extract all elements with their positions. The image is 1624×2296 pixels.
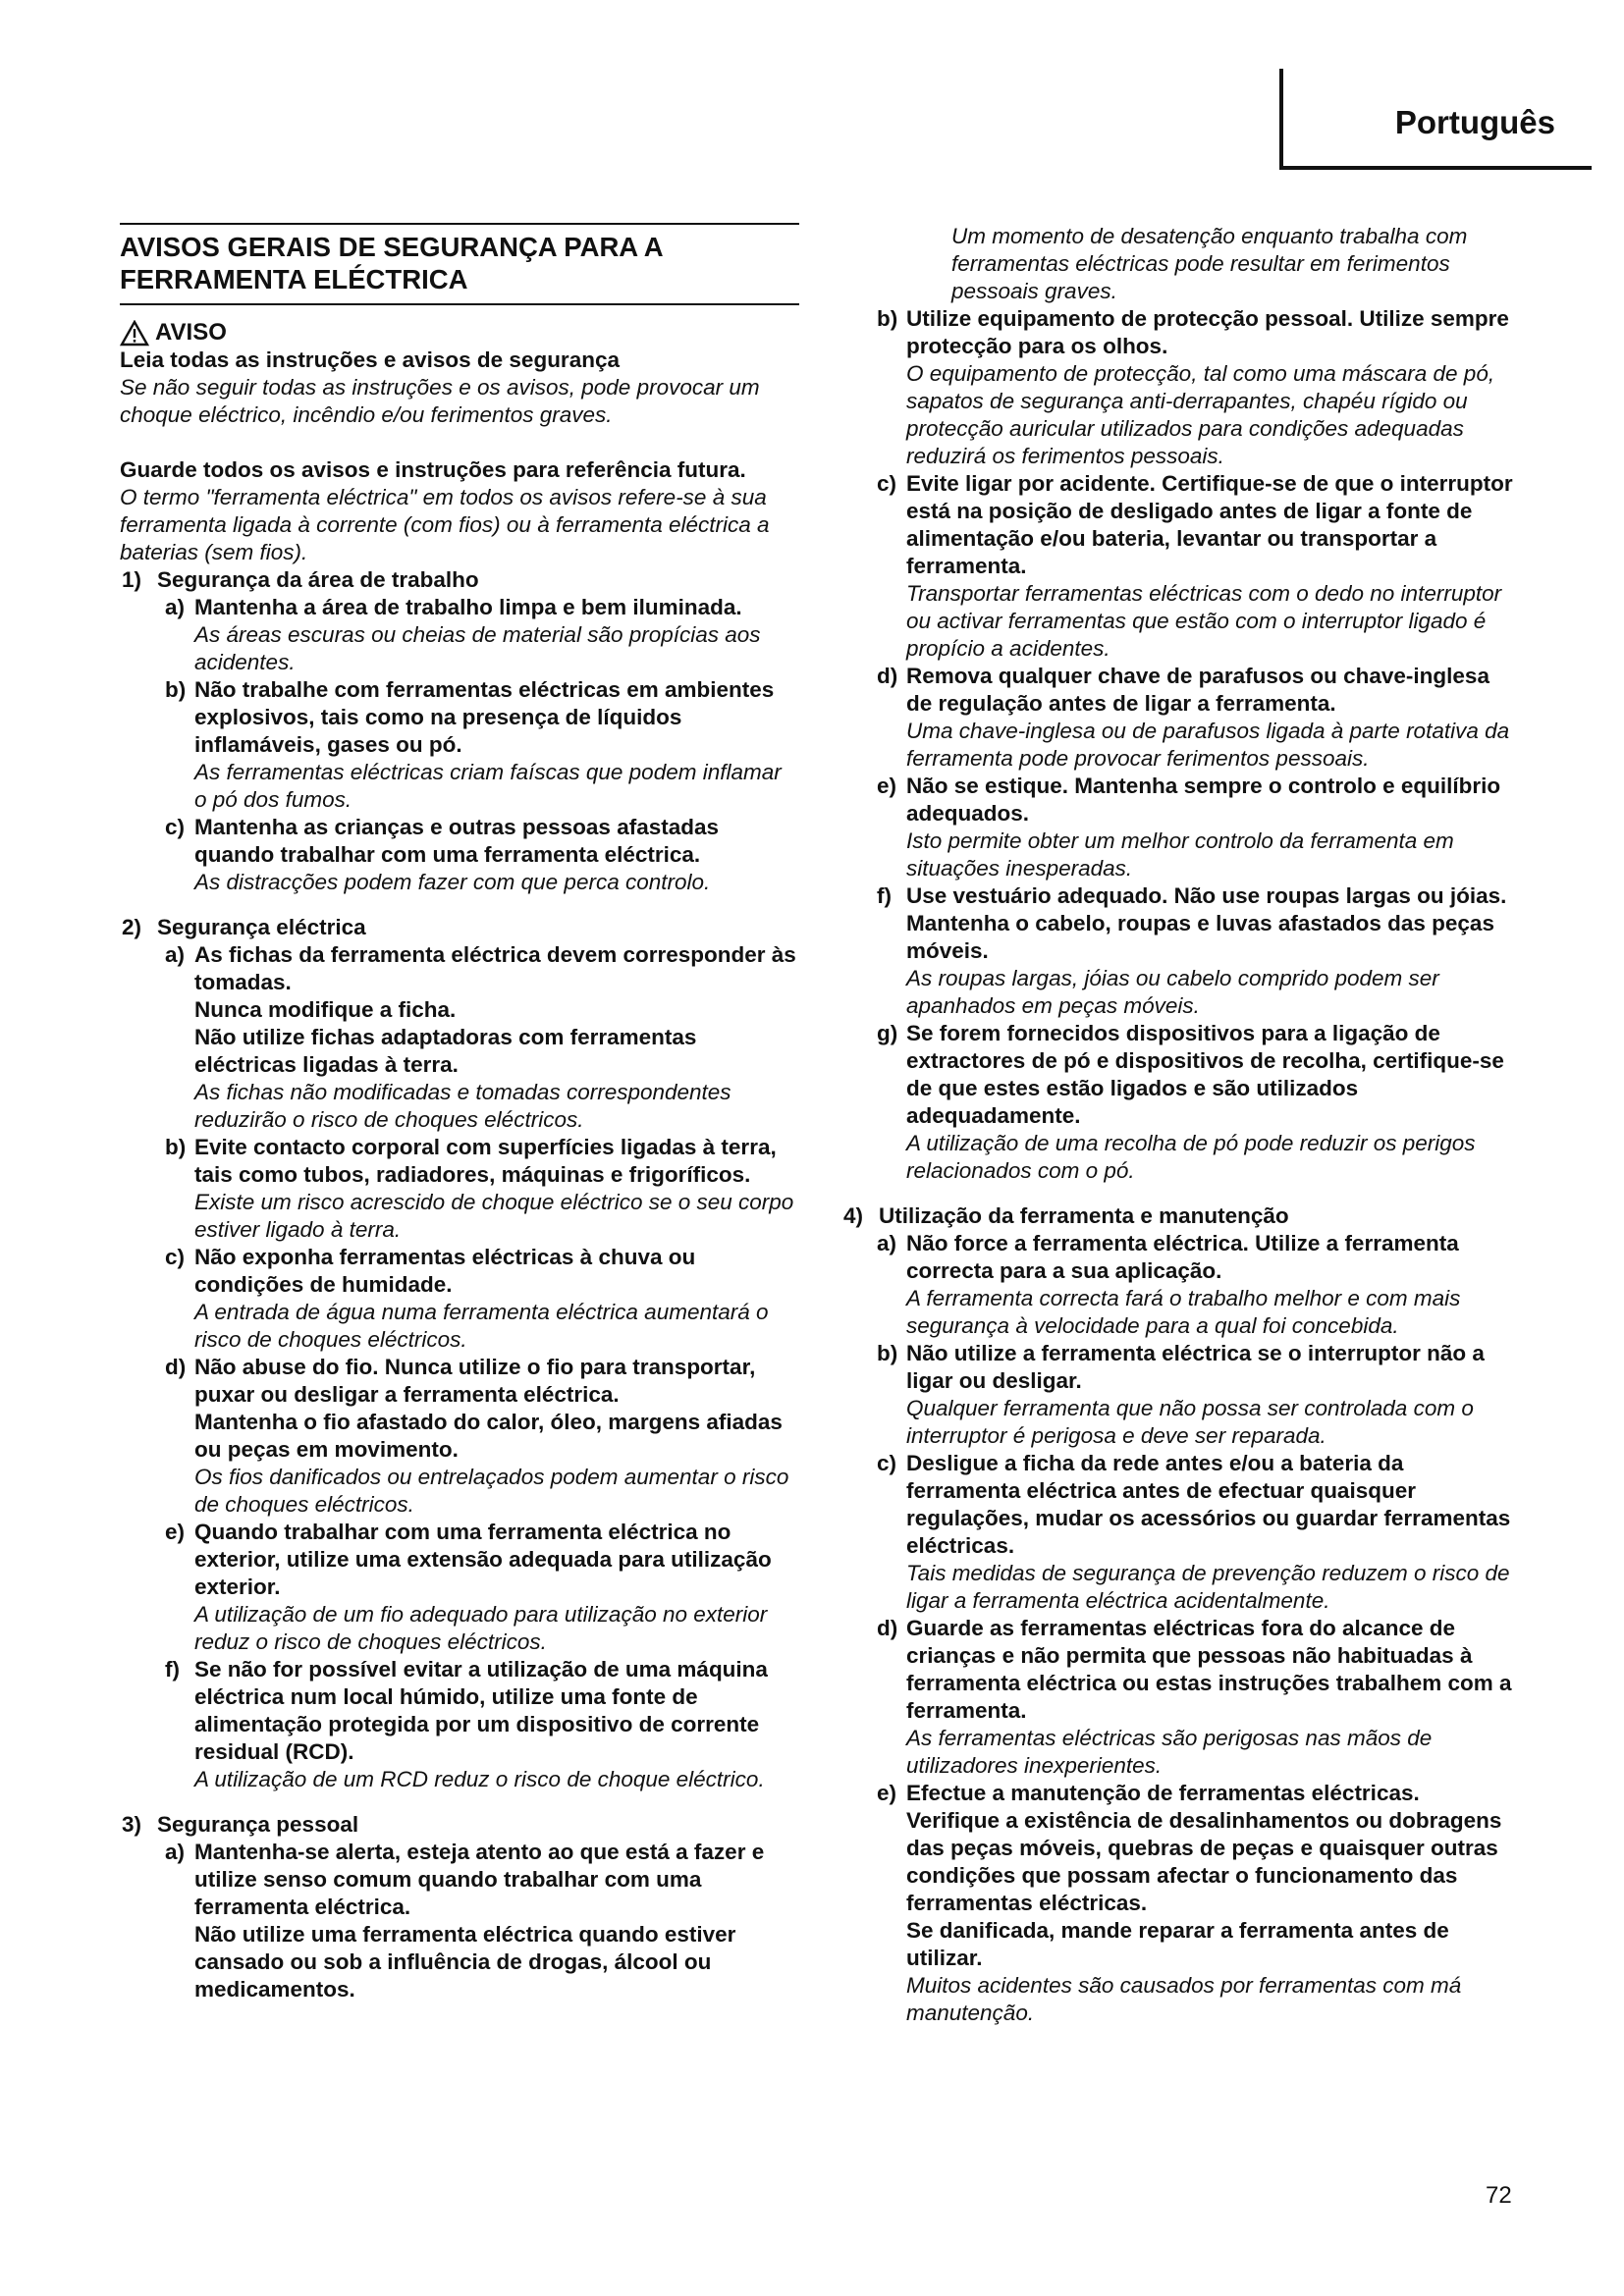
item-explanation: O equipamento de protecção, tal como uma máscara de pó, sapatos de segurança anti-derrapantes, chapéu rígido ou protecção auricular utilizados para condições adequadas reduzirá os ferimentos pessoais.: [906, 361, 1495, 468]
item-instruction: Remova qualquer chave de parafusos ou chave-inglesa de regulação antes de ligar a ferramenta.: [906, 664, 1489, 716]
item-body: [906, 1230, 1515, 1340]
item-body: [906, 1780, 1515, 2027]
item-instruction: Não trabalhe com ferramentas eléctricas em ambientes explosivos, tais como na presença de líquidos inflamáveis, gases ou pó.: [194, 677, 775, 757]
item-instruction: Se danificada, mande reparar a ferramenta antes de utilizar.: [906, 1918, 1449, 1970]
item-instruction: Verifique a existência de desalinhamentos ou dobragens das peças móveis, quebras de peças e quaisquer outras condições que possam afectar o funcionamento das ferramentas eléctricas.: [906, 1808, 1502, 1915]
list-item: [877, 1230, 1515, 1340]
item-body: [906, 882, 1515, 1020]
item-label: c): [877, 1451, 897, 1475]
list-item: [165, 1244, 799, 1354]
item-instruction: Mantenha-se alerta, esteja atento ao que está a fazer e utilize senso comum quando trabalhar com uma ferramenta eléctrica.: [194, 1840, 765, 1919]
keep-instructions: Guarde todos os avisos e instruções para referência futura.: [120, 457, 746, 482]
item-instruction: Não utilize a ferramenta eléctrica se o interruptor não a ligar ou desligar.: [906, 1341, 1485, 1393]
item-instruction: Guarde as ferramentas eléctricas fora do alcance de crianças e não permita que pessoas não habituadas à ferramenta eléctrica ou estas instruções trabalhem com a ferramenta.: [906, 1616, 1512, 1723]
list-item: [165, 1839, 799, 2003]
item-body: [194, 814, 799, 896]
item-body: [906, 1615, 1515, 1780]
item-instruction: Use vestuário adequado. Não use roupas largas ou jóias. Mantenha o cabelo, roupas e luvas afastados das peças móveis.: [906, 883, 1507, 963]
item-body: [194, 1656, 799, 1793]
item-explanation: Muitos acidentes são causados por ferramentas com má manutenção.: [906, 1973, 1462, 2025]
list-item: [165, 1354, 799, 1519]
section-title: Utilização da ferramenta e manutenção: [879, 1203, 1289, 1228]
item-instruction: Não utilize uma ferramenta eléctrica quando estiver cansado ou sob a influência de drogas, álcool ou medicamentos.: [194, 1922, 736, 2002]
item-explanation: Os fios danificados ou entrelaçados podem aumentar o risco de choques eléctricos.: [194, 1465, 789, 1517]
warning-label: AVISO: [155, 319, 227, 346]
left-sections: [120, 566, 799, 2003]
list-item: [165, 814, 799, 896]
item-instruction: Mantenha a área de trabalho limpa e bem iluminada.: [194, 595, 742, 619]
item-explanation: Qualquer ferramenta que não possa ser controlada com o interruptor é perigosa e deve ser reparada.: [906, 1396, 1474, 1448]
language-label: Português: [1394, 104, 1555, 140]
item-body: [194, 594, 799, 676]
item-body: [906, 305, 1515, 470]
item-body: [951, 223, 1515, 305]
definition-text: O termo "ferramenta eléctrica" em todos os avisos refere-se à sua ferramenta ligada à corrente (com fios) ou à ferramenta eléctrica a baterias (sem fios).: [120, 485, 770, 564]
title-rule-bottom: [120, 303, 799, 305]
page-number: 72: [1486, 2182, 1512, 2209]
item-label: b): [165, 1135, 187, 1159]
right-sections: [843, 223, 1515, 2027]
item-instruction: Não force a ferramenta eléctrica. Utilize a ferramenta correcta para a sua aplicação.: [906, 1231, 1459, 1283]
section-title: Segurança eléctrica: [157, 915, 366, 939]
item-explanation: Existe um risco acrescido de choque eléctrico se o seu corpo estiver ligado à terra.: [194, 1190, 794, 1242]
item-instruction: Mantenha as crianças e outras pessoas afastadas quando trabalhar com uma ferramenta eléctrica.: [194, 815, 720, 867]
item-explanation: A entrada de água numa ferramenta eléctrica aumentará o risco de choques eléctricos.: [194, 1300, 769, 1352]
list-item: [877, 663, 1515, 773]
list-item: [165, 676, 799, 814]
warning-text: Se não seguir todas as instruções e os avisos, pode provocar um choque eléctrico, incêndio e/ou ferimentos graves.: [120, 375, 760, 427]
item-body: [194, 1839, 799, 2003]
item-instruction: Não utilize fichas adaptadoras com ferramentas eléctricas ligadas à terra.: [194, 1025, 697, 1077]
item-label: e): [877, 774, 897, 798]
item-body: [194, 1519, 799, 1656]
item-body: [194, 941, 799, 1134]
list-item: [877, 773, 1515, 882]
item-label: d): [165, 1355, 187, 1379]
spacer: [120, 896, 799, 914]
list-item-continued: [922, 223, 1515, 305]
item-label: e): [165, 1520, 186, 1544]
item-instruction: Evite ligar por acidente. Certifique-se de que o interruptor está na posição de desligado antes de ligar a fonte de alimentação e/ou bateria, levantar ou transportar a ferramenta.: [906, 471, 1513, 578]
item-label: b): [877, 306, 898, 331]
section-heading: [122, 1811, 799, 1839]
item-label: e): [877, 1781, 897, 1805]
section-title: Segurança da área de trabalho: [157, 567, 479, 592]
item-label: c): [877, 471, 897, 496]
item-label: g): [877, 1021, 898, 1045]
item-instruction: Se forem fornecidos dispositivos para a ligação de extractores de pó e dispositivos de recolha, certifique-se de que estes estão ligados e são utilizados adequadamente.: [906, 1021, 1504, 1128]
warning-heading: [120, 319, 799, 347]
right-column: [843, 223, 1515, 2027]
item-instruction: Se não for possível evitar a utilização de uma máquina eléctrica num local húmido, utilize uma fonte de alimentação protegida por um dispositivo de corrente residual (RCD).: [194, 1657, 768, 1764]
item-instruction: Mantenha o fio afastado do calor, óleo, margens afiadas ou peças em movimento.: [194, 1410, 783, 1462]
item-body: [906, 470, 1515, 663]
item-instruction: Evite contacto corporal com superfícies ligadas à terra, tais como tubos, radiadores, máquinas e frigoríficos.: [194, 1135, 777, 1187]
item-body: [194, 1354, 799, 1519]
item-explanation: As distracções podem fazer com que perca controlo.: [194, 870, 711, 894]
item-body: [194, 1244, 799, 1354]
item-explanation: A utilização de uma recolha de pó pode reduzir os perigos relacionados com o pó.: [906, 1131, 1476, 1183]
item-explanation: As roupas largas, jóias ou cabelo comprido podem ser apanhados em peças móveis.: [906, 966, 1439, 1018]
item-explanation: Transportar ferramentas eléctricas com o dedo no interruptor ou activar ferramentas que estão com o interruptor ligado é propício a acidentes.: [906, 581, 1502, 661]
item-body: [194, 1134, 799, 1244]
list-item: [877, 1780, 1515, 2027]
item-explanation: A ferramenta correcta fará o trabalho melhor e com mais segurança à velocidade para a qual foi concebida.: [906, 1286, 1461, 1338]
item-body: [906, 663, 1515, 773]
item-instruction: Não exponha ferramentas eléctricas à chuva ou condições de humidade.: [194, 1245, 696, 1297]
item-body: [906, 773, 1515, 882]
warning-instruction: Leia todas as instruções e avisos de segurança: [120, 347, 620, 372]
list-item: [165, 1656, 799, 1793]
item-explanation: As ferramentas eléctricas criam faíscas que podem inflamar o pó dos fumos.: [194, 760, 782, 812]
item-body: [194, 676, 799, 814]
warning-triangle-icon: [120, 320, 149, 347]
item-label: d): [877, 1616, 898, 1640]
item-instruction: Desligue a ficha da rede antes e/ou a bateria da ferramenta eléctrica antes de efectuar quaisquer regulações, mudar os acessórios ou guardar ferramentas eléctricas.: [906, 1451, 1511, 1558]
item-instruction: Nunca modifique a ficha.: [194, 997, 457, 1022]
left-column: [120, 223, 799, 2003]
item-instruction: Quando trabalhar com uma ferramenta eléctrica no exterior, utilize uma extensão adequada para utilização exterior.: [194, 1520, 772, 1599]
list-item: [877, 882, 1515, 1020]
list-item: [877, 1020, 1515, 1185]
item-explanation: Isto permite obter um melhor controlo da ferramenta em situações inesperadas.: [906, 828, 1454, 881]
item-label: f): [877, 883, 892, 908]
section-heading: [122, 566, 799, 594]
list-item: [877, 1340, 1515, 1450]
item-label: a): [165, 595, 186, 619]
item-instruction: Não abuse do fio. Nunca utilize o fio para transportar, puxar ou desligar a ferramenta eléctrica.: [194, 1355, 756, 1407]
item-body: [906, 1340, 1515, 1450]
item-explanation: Um momento de desatenção enquanto trabalha com ferramentas eléctricas pode resultar em ferimentos pessoais graves.: [951, 224, 1468, 303]
item-label: f): [165, 1657, 180, 1682]
section-number: 2): [122, 915, 142, 939]
list-item: [165, 1134, 799, 1244]
list-item: [877, 470, 1515, 663]
item-label: c): [165, 1245, 186, 1269]
item-instruction: As fichas da ferramenta eléctrica devem corresponder às tomadas.: [194, 942, 796, 994]
page-title: AVISOS GERAIS DE SEGURANÇA PARA A FERRAMENTA ELÉCTRICA: [120, 232, 663, 294]
item-label: b): [165, 677, 187, 702]
item-explanation: A utilização de um fio adequado para utilização no exterior reduz o risco de choques eléctricos.: [194, 1602, 768, 1654]
item-label: a): [165, 1840, 186, 1864]
item-label: d): [877, 664, 898, 688]
spacer: [120, 1793, 799, 1811]
item-explanation: Tais medidas de segurança de prevenção reduzem o risco de ligar a ferramenta eléctrica acidentalmente.: [906, 1561, 1510, 1613]
item-instruction: Não se estique. Mantenha sempre o controlo e equilíbrio adequados.: [906, 774, 1501, 826]
item-body: [906, 1450, 1515, 1615]
list-item: [165, 1519, 799, 1656]
item-label: b): [877, 1341, 898, 1365]
list-item: [165, 594, 799, 676]
section-number: 3): [122, 1812, 142, 1837]
section-heading: [122, 914, 799, 941]
item-instruction: Efectue a manutenção de ferramentas eléctricas.: [906, 1781, 1420, 1805]
item-label: a): [165, 942, 186, 967]
section-title: Segurança pessoal: [157, 1812, 359, 1837]
item-explanation: As ferramentas eléctricas são perigosas nas mãos de utilizadores inexperientes.: [906, 1726, 1433, 1778]
item-explanation: As áreas escuras ou cheias de material são propícias aos acidentes.: [194, 622, 761, 674]
item-label: a): [877, 1231, 897, 1255]
section-heading: [843, 1202, 1515, 1230]
item-explanation: A utilização de um RCD reduz o risco de choque eléctrico.: [194, 1767, 765, 1791]
list-item: [165, 941, 799, 1134]
section-number: 4): [843, 1203, 864, 1228]
list-item: [877, 305, 1515, 470]
item-instruction: Utilize equipamento de protecção pessoal. Utilize sempre protecção para os olhos.: [906, 306, 1509, 358]
item-body: [906, 1020, 1515, 1185]
list-item: [877, 1450, 1515, 1615]
spacer: [877, 1185, 1515, 1202]
list-item: [877, 1615, 1515, 1780]
item-explanation: As fichas não modificadas e tomadas correspondentes reduzirão o risco de choques eléctricos.: [194, 1080, 731, 1132]
title-rule-top: [120, 223, 799, 225]
item-label: c): [165, 815, 186, 839]
item-explanation: Uma chave-inglesa ou de parafusos ligada à parte rotativa da ferramenta pode provocar ferimentos pessoais.: [906, 719, 1510, 771]
section-number: 1): [122, 567, 142, 592]
